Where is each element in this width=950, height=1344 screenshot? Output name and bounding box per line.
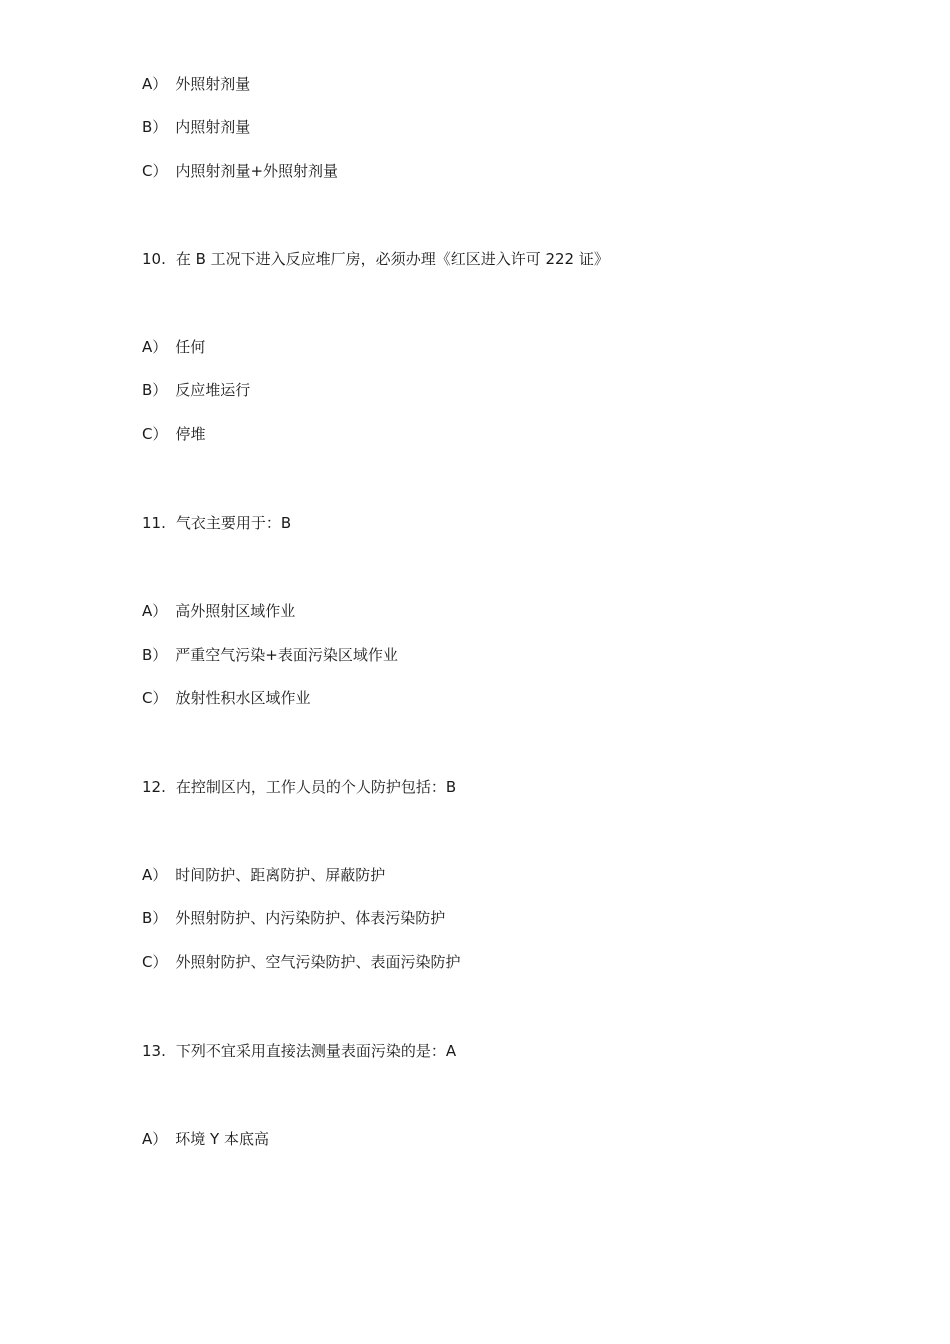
option-label: A） [142,866,168,884]
option-label: C） [142,162,168,180]
option-label: C） [142,953,168,971]
option-text: 内照射剂量+外照射剂量 [175,162,339,180]
option-text: 外照射防护、内污染防护、体表污染防护 [175,909,446,927]
question-11 [142,513,291,533]
option-a-q10 [142,337,205,357]
option-label: B） [142,381,168,399]
question-number: 11. [142,514,166,532]
option-b-q10 [142,380,250,400]
option-text: 严重空气污染+表面污染区域作业 [175,646,398,664]
option-a-q13 [142,1129,269,1149]
option-label: B） [142,118,168,136]
question-12 [142,777,456,797]
option-text: 反应堆运行 [175,381,251,399]
question-number: 10. [142,250,166,268]
option-text: 高外照射区域作业 [175,602,296,620]
question-13 [142,1041,456,1061]
option-text: 外照射防护、空气污染防护、表面污染防护 [175,953,461,971]
option-text: 外照射剂量 [175,75,251,93]
question-number: 13. [142,1042,166,1060]
option-label: A） [142,602,168,620]
option-b-q12 [142,908,445,928]
option-c-q9 [142,161,338,181]
question-text: 在 B 工况下进入反应堆厂房，必须办理《红区进入许可 222 证》 [175,250,609,268]
question-text: 气衣主要用于：B [175,514,292,532]
option-label: C） [142,689,168,707]
option-label: A） [142,338,168,356]
question-number: 12. [142,778,166,796]
option-label: A） [142,75,168,93]
option-a-q11 [142,601,295,621]
option-text: 时间防护、距离防护、屏蔽防护 [175,866,386,884]
option-text: 放射性积水区域作业 [175,689,311,707]
option-text: 环境 Y 本底高 [175,1130,269,1148]
option-text: 任何 [175,338,206,356]
option-b-q11 [142,645,398,665]
option-label: B） [142,909,168,927]
option-c-q11 [142,688,311,708]
option-label: C） [142,425,168,443]
option-c-q12 [142,952,461,972]
option-a-q9 [142,74,250,94]
option-text: 停堆 [175,425,206,443]
option-c-q10 [142,424,206,444]
option-label: A） [142,1130,168,1148]
question-10 [142,249,609,269]
option-a-q12 [142,865,385,885]
question-text: 在控制区内，工作人员的个人防护包括：B [175,778,457,796]
option-text: 内照射剂量 [175,118,251,136]
option-b-q9 [142,117,250,137]
option-label: B） [142,646,168,664]
question-text: 下列不宜采用直接法测量表面污染的是：A [175,1042,457,1060]
